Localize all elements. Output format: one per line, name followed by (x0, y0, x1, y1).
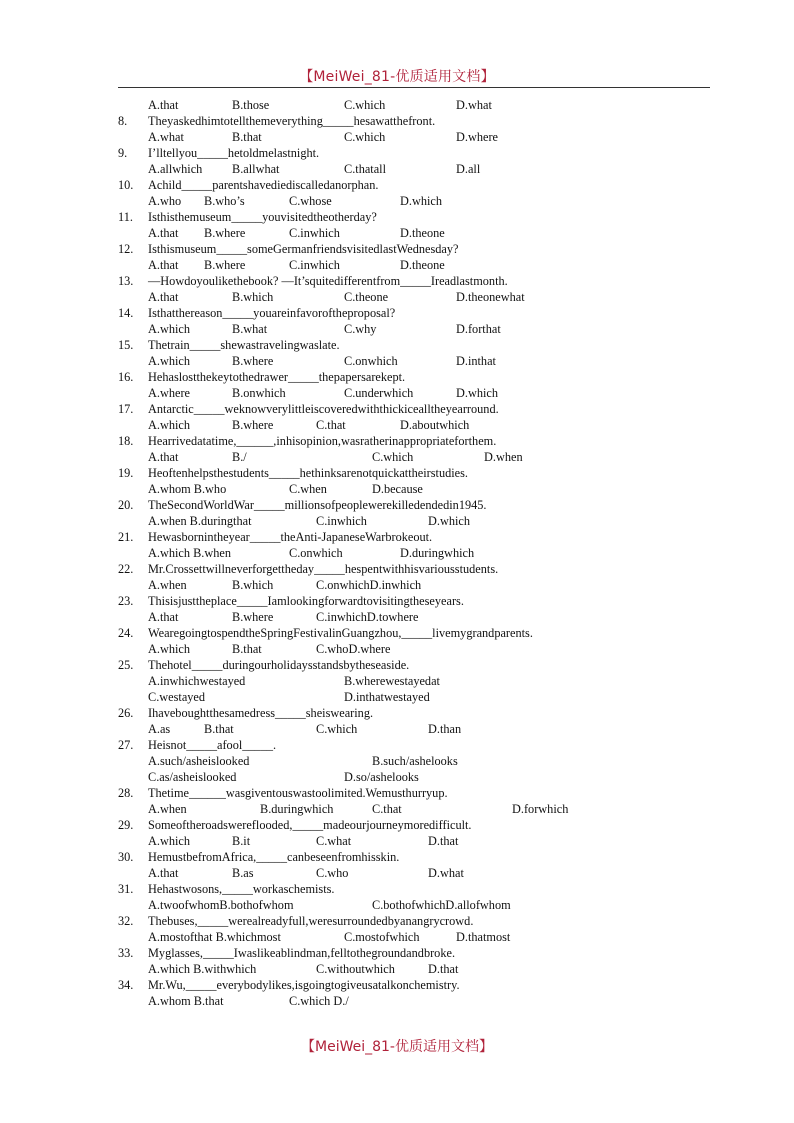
answer-option: D.when (484, 450, 523, 464)
question-line (0, 705, 794, 721)
answer-option: C.onwhich (289, 546, 343, 560)
options-line (0, 865, 794, 881)
question-number: 15. (118, 338, 134, 352)
answer-option: C.as/asheislooked (148, 770, 237, 784)
answer-option: C.mostofwhich (344, 930, 420, 944)
options-line (0, 321, 794, 337)
answer-option: C.what (316, 834, 352, 848)
question-text: Heisnot_____afool_____. (148, 738, 277, 752)
answer-option: D.inthat (456, 354, 496, 368)
question-line (0, 113, 794, 129)
options-line (0, 833, 794, 849)
answer-option: A.that (148, 98, 179, 112)
options-line (0, 897, 794, 913)
answer-option: A.such/asheislooked (148, 754, 250, 768)
options-line (0, 801, 794, 817)
answer-option: A.whom B.that (148, 994, 224, 1008)
answer-option: C.underwhich (344, 386, 414, 400)
question-text: Isthatthereason_____youareinfavoroftheproposal? (148, 306, 396, 320)
answer-option: B.such/ashelooks (372, 754, 458, 768)
question-text: TheSecondWorldWar_____millionsofpeoplewerekilledendedin1945. (148, 498, 487, 512)
answer-option: C.inwhich (316, 514, 367, 528)
question-line (0, 305, 794, 321)
answer-option: D.duringwhich (400, 546, 475, 560)
answer-option: D.forwhich (512, 802, 569, 816)
question-number: 30. (118, 850, 134, 864)
answer-option: B.where (232, 610, 274, 624)
question-line (0, 945, 794, 961)
answer-option: A.when B.duringthat (148, 514, 252, 528)
question-text: I’lltellyou_____hetoldmelastnight. (148, 146, 320, 160)
answer-option: B.those (232, 98, 270, 112)
options-line (0, 97, 794, 113)
answer-option: D.which (428, 514, 471, 528)
options-line (0, 417, 794, 433)
answer-option: A.which (148, 322, 191, 336)
question-number: 16. (118, 370, 134, 384)
question-number: 34. (118, 978, 134, 992)
question-number: 29. (118, 818, 134, 832)
options-line (0, 721, 794, 737)
answer-option: C.when (289, 482, 327, 496)
answer-option: A.as (148, 722, 171, 736)
options-line (0, 289, 794, 305)
question-list (0, 97, 794, 1009)
question-number: 12. (118, 242, 134, 256)
question-number: 13. (118, 274, 134, 288)
options-line (0, 929, 794, 945)
answer-option: C.whose (289, 194, 332, 208)
answer-option: A.which B.when (148, 546, 231, 560)
answer-option: A.who (148, 194, 182, 208)
options-line (0, 577, 794, 593)
answer-option: C.onwhich (344, 354, 398, 368)
question-number: 10. (118, 178, 134, 192)
answer-option: C.that (316, 418, 346, 432)
answer-option: C.theone (344, 290, 389, 304)
options-line (0, 753, 794, 769)
question-line (0, 401, 794, 417)
answer-option: A.that (148, 450, 179, 464)
question-number: 21. (118, 530, 134, 544)
question-line (0, 145, 794, 161)
answer-option: D.because (372, 482, 423, 496)
answer-option: A.twoofwhomB.bothofwhom (148, 898, 294, 912)
answer-option: A.that (148, 258, 179, 272)
question-number: 18. (118, 434, 134, 448)
options-line (0, 257, 794, 273)
question-text: Isthismuseum_____someGermanfriendsvisitedlastWednesday? (148, 242, 459, 256)
answer-option: B.which (232, 578, 274, 592)
answer-option: B.onwhich (232, 386, 286, 400)
answer-option: B.where (204, 258, 246, 272)
answer-option: B.that (232, 130, 262, 144)
options-line (0, 689, 794, 705)
question-text: Mr.Wu,_____everybodylikes,isgoingtogiveusatalkonchemistry. (148, 978, 460, 992)
answer-option: C.why (344, 322, 377, 336)
answer-option: C.which (316, 722, 358, 736)
question-number: 22. (118, 562, 134, 576)
answer-option: A.where (148, 386, 190, 400)
question-text: Hearrivedatatime,______,inhisopinion,wasratherinappropriateforthem. (148, 434, 497, 448)
answer-option: A.which (148, 834, 191, 848)
question-number: 24. (118, 626, 134, 640)
answer-option: A.that (148, 866, 179, 880)
question-number: 25. (118, 658, 134, 672)
answer-option: A.when (148, 802, 187, 816)
question-line (0, 657, 794, 673)
options-line (0, 641, 794, 657)
question-text: HemustbefromAfrica,_____canbeseenfromhisskin. (148, 850, 400, 864)
answer-option: D.where (456, 130, 498, 144)
answer-option: C.who (316, 866, 349, 880)
question-text: Someoftheroadswereflooded,_____madeourjourneymoredifficult. (148, 818, 472, 832)
question-text: Thehotel_____duringourholidaysstandsbytheseaside. (148, 658, 410, 672)
answer-option: B./ (232, 450, 247, 464)
question-line (0, 561, 794, 577)
answer-option: A.which (148, 418, 191, 432)
options-line (0, 545, 794, 561)
question-text: Thisisjusttheplace_____Iamlookingforwardtovisitingtheseyears. (148, 594, 464, 608)
header-rule (118, 87, 710, 88)
answer-option: B.which (232, 290, 274, 304)
answer-option: D.aboutwhich (400, 418, 470, 432)
question-text: Heoftenhelpsthestudents_____hethinksarenotquickattheirstudies. (148, 466, 468, 480)
answer-option: B.where (232, 354, 274, 368)
answer-option: D.so/ashelooks (344, 770, 419, 784)
answer-option: D.forthat (456, 322, 501, 336)
question-number: 14. (118, 306, 134, 320)
question-number: 11. (118, 210, 133, 224)
options-line (0, 193, 794, 209)
question-text: Thebuses,_____werealreadyfull,weresurroundedbyanangrycrowd. (148, 914, 474, 928)
answer-option: C.inwhich (289, 226, 340, 240)
answer-option: A.that (148, 290, 179, 304)
answer-option: B.that (232, 642, 262, 656)
answer-option: D.that (428, 834, 459, 848)
question-line (0, 337, 794, 353)
answer-option: C.westayed (148, 690, 206, 704)
answer-option: D.thatmost (456, 930, 511, 944)
answer-option: A.when (148, 578, 187, 592)
answer-option: D.theone (400, 258, 445, 272)
question-line (0, 433, 794, 449)
question-number: 9. (118, 146, 128, 160)
question-text: Hehastwosons,_____workaschemists. (148, 882, 335, 896)
question-text: Mr.Crossettwillneverforgettheday_____hespentwithhisvariousstudents. (148, 562, 499, 576)
question-line (0, 881, 794, 897)
answer-option: B.it (232, 834, 251, 848)
question-line (0, 913, 794, 929)
answer-option: B.that (204, 722, 234, 736)
question-text: Hehaslostthekeytothedrawer_____thepapersarekept. (148, 370, 406, 384)
answer-option: A.which (148, 642, 191, 656)
answer-option: B.where (204, 226, 246, 240)
question-line (0, 369, 794, 385)
question-number: 19. (118, 466, 134, 480)
question-text: Myglasses,_____Iwaslikeablindman,felltothegroundandbroke. (148, 946, 456, 960)
options-line (0, 673, 794, 689)
answer-option: A.whom B.who (148, 482, 227, 496)
answer-option: B.who’s (204, 194, 245, 208)
page-header: 【MeiWei_81-优质适用文档】 (299, 69, 495, 85)
question-text: Hewasbornintheyear_____theAnti-JapaneseWarbrokeout. (148, 530, 433, 544)
question-text: Achild_____parentshavediediscalledanorphan. (148, 178, 379, 192)
answer-option: C.whoD.where (316, 642, 391, 656)
options-line (0, 481, 794, 497)
answer-option: D.than (428, 722, 462, 736)
answer-option: B.wherewestayedat (344, 674, 440, 688)
question-line (0, 209, 794, 225)
answer-option: A.what (148, 130, 184, 144)
question-text: Theyaskedhimtotellthemeverything_____hesawatthefront. (148, 114, 436, 128)
question-number: 33. (118, 946, 134, 960)
options-line (0, 513, 794, 529)
answer-option: B.allwhat (232, 162, 280, 176)
question-number: 20. (118, 498, 134, 512)
answer-option: D.theonewhat (456, 290, 525, 304)
answer-option: B.where (232, 418, 274, 432)
answer-option: C.thatall (344, 162, 387, 176)
answer-option: A.which B.withwhich (148, 962, 257, 976)
answer-option: A.that (148, 610, 179, 624)
question-number: 32. (118, 914, 134, 928)
question-line (0, 177, 794, 193)
question-line (0, 977, 794, 993)
answer-option: A.which (148, 354, 191, 368)
answer-option: D.that (428, 962, 459, 976)
options-line (0, 769, 794, 785)
options-line (0, 385, 794, 401)
answer-option: C.inwhich (289, 258, 340, 272)
options-line (0, 353, 794, 369)
question-line (0, 497, 794, 513)
answer-option: A.allwhich (148, 162, 203, 176)
question-line (0, 241, 794, 257)
question-text: Antarctic_____weknowverylittleiscoveredwiththickicealltheyearround. (148, 402, 499, 416)
answer-option: C.which (372, 450, 414, 464)
options-line (0, 449, 794, 465)
answer-option: A.mostofthat B.whichmost (148, 930, 281, 944)
answer-option: D.what (456, 98, 492, 112)
answer-option: D.all (456, 162, 481, 176)
answer-option: C.which (344, 98, 386, 112)
question-text: WearegoingtospendtheSpringFestivalinGuangzhou,_____livemygrandparents. (148, 626, 533, 640)
question-text: Thetime______wasgiventouswastoolimited.Wemusthurryup. (148, 786, 448, 800)
options-line (0, 129, 794, 145)
answer-option: B.as (232, 866, 254, 880)
answer-option: B.duringwhich (260, 802, 334, 816)
question-text: Isthisthemuseum_____youvisitedtheotherday? (148, 210, 377, 224)
question-number: 27. (118, 738, 134, 752)
options-line (0, 225, 794, 241)
answer-option: B.what (232, 322, 268, 336)
question-number: 8. (118, 114, 128, 128)
options-line (0, 161, 794, 177)
question-number: 23. (118, 594, 134, 608)
answer-option: C.bothofwhichD.allofwhom (372, 898, 511, 912)
options-line (0, 993, 794, 1009)
answer-option: C.onwhichD.inwhich (316, 578, 422, 592)
question-line (0, 529, 794, 545)
question-line (0, 465, 794, 481)
question-number: 26. (118, 706, 134, 720)
question-line (0, 593, 794, 609)
question-number: 17. (118, 402, 134, 416)
page-footer: 【MeiWei_81-优质适用文档】 (301, 1039, 493, 1055)
question-text: Thetrain_____shewastravelingwaslate. (148, 338, 340, 352)
answer-option: C.which (344, 130, 386, 144)
answer-option: C.withoutwhich (316, 962, 395, 976)
answer-option: A.that (148, 226, 179, 240)
question-line (0, 817, 794, 833)
question-number: 31. (118, 882, 134, 896)
options-line (0, 961, 794, 977)
answer-option: D.inthatwestayed (344, 690, 430, 704)
question-number: 28. (118, 786, 134, 800)
answer-option: A.inwhichwestayed (148, 674, 246, 688)
answer-option: D.what (428, 866, 464, 880)
answer-option: C.that (372, 802, 402, 816)
answer-option: D.which (400, 194, 443, 208)
options-line (0, 609, 794, 625)
question-line (0, 849, 794, 865)
question-text: —Howdoyoulikethebook? —It’squitedifferentfrom_____Ireadlastmonth. (148, 274, 508, 288)
question-text: Ihaveboughtthesamedress_____sheiswearing. (148, 706, 374, 720)
answer-option: C.inwhichD.towhere (316, 610, 419, 624)
question-line (0, 273, 794, 289)
question-line (0, 785, 794, 801)
answer-option: C.which D./ (289, 994, 349, 1008)
question-line (0, 737, 794, 753)
question-line (0, 625, 794, 641)
answer-option: D.theone (400, 226, 445, 240)
answer-option: D.which (456, 386, 499, 400)
